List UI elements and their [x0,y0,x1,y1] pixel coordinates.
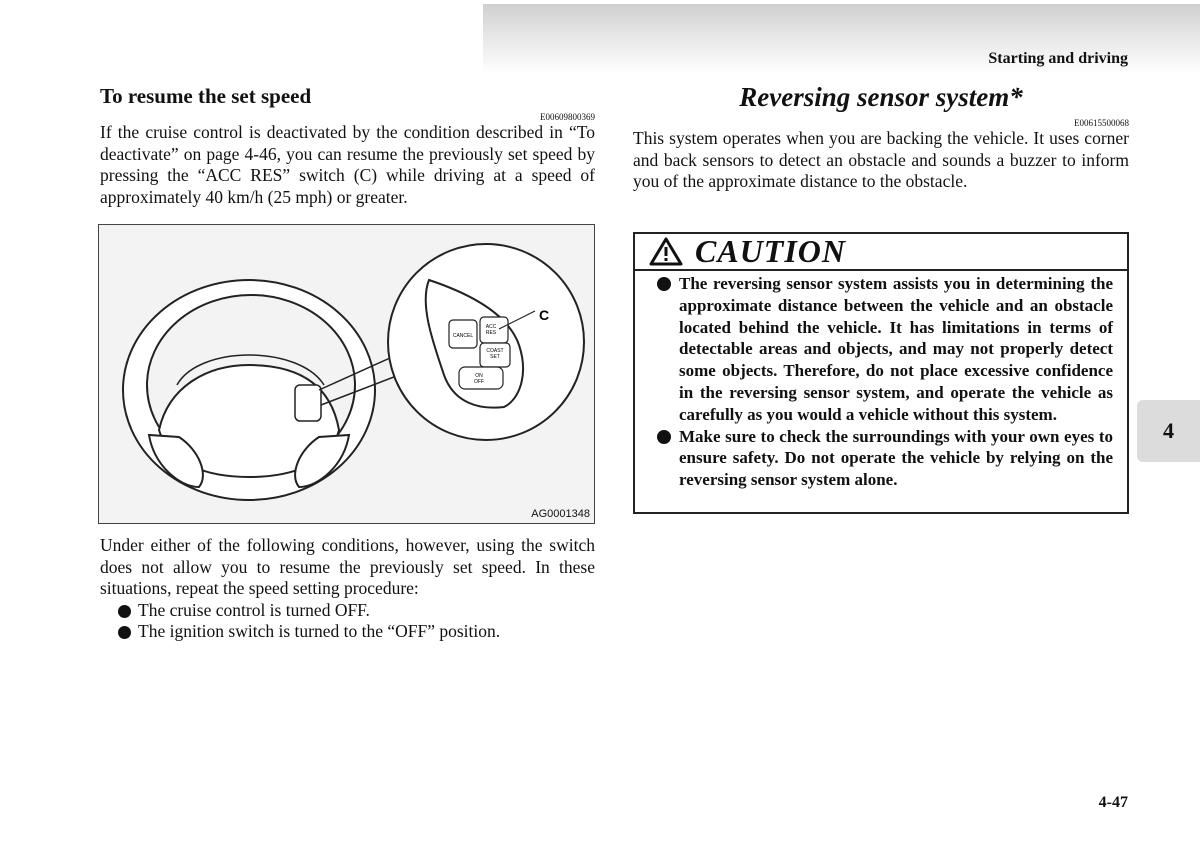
res-label: RES [485,330,497,336]
caution-label: CAUTION [695,233,847,269]
caution-box [633,232,1129,514]
reference-code: E00609800369 [540,112,595,122]
section-heading: Reversing sensor system* [739,82,1023,112]
page-number: 4-47 [1098,794,1128,811]
wheel-switch [295,385,321,421]
off-label: OFF [474,379,484,385]
after-figure-text [100,535,595,643]
left-column [100,84,595,208]
right-column [633,80,1129,193]
paragraph: If the cruise control is deactivated by the condition described in “To deactivate” on page 4-46, you can resume the previously set speed by pressing the “ACC RES” switch (C) while driving at a speed of approximately 40 km/h (25 mph) or greater. [100,122,595,207]
list-item: The ignition switch is turned to the “OFF” position. [118,621,595,643]
section-title: Starting and driving [988,50,1128,67]
figure-code: AG0001348 [531,508,590,520]
condition-list [100,600,595,643]
steering-wheel-illustration [99,225,594,523]
list-item: The cruise control is turned OFF. [118,600,595,622]
steering-wheel-figure [98,224,595,524]
caution-item: The reversing sensor system assists you in determining the approximate distance between the vehicle and an obstacle located behind the vehicle. It has limitations in terms of detectable areas and objects, and may not properly detect some objects. Therefore, do not place excessive confidence in the reversing sensor system, and operate the vehicle as carefully as you would a vehicle without this system. [657,273,1113,426]
caution-list [635,271,1127,491]
set-label: SET [490,354,500,360]
chapter-tab: 4 [1137,400,1200,462]
caution-header [635,234,1127,271]
reference-code: E00615500068 [1074,118,1129,128]
on-label: ON [475,373,483,379]
subheading: To resume the set speed [100,84,312,108]
paragraph: This system operates when you are backing the vehicle. It uses corner and back sensors to detect an obstacle and sounds a buzzer to inform you of the approximate distance to the obstacle. [633,128,1129,191]
callout-c: C [539,307,550,323]
coast-label: COAST [486,348,504,354]
caution-item: Make sure to check the surroundings with your own eyes to ensure safety. Do not operate the vehicle by relying on the reversing sensor system alone. [657,426,1113,491]
acc-label: ACC [485,324,497,330]
cancel-label: CANCEL [452,333,474,339]
warning-triangle-icon [649,237,683,266]
paragraph: Under either of the following conditions, however, using the switch does not allow you to resume the previously set speed. In these situations, repeat the speed setting procedure: [100,535,595,598]
